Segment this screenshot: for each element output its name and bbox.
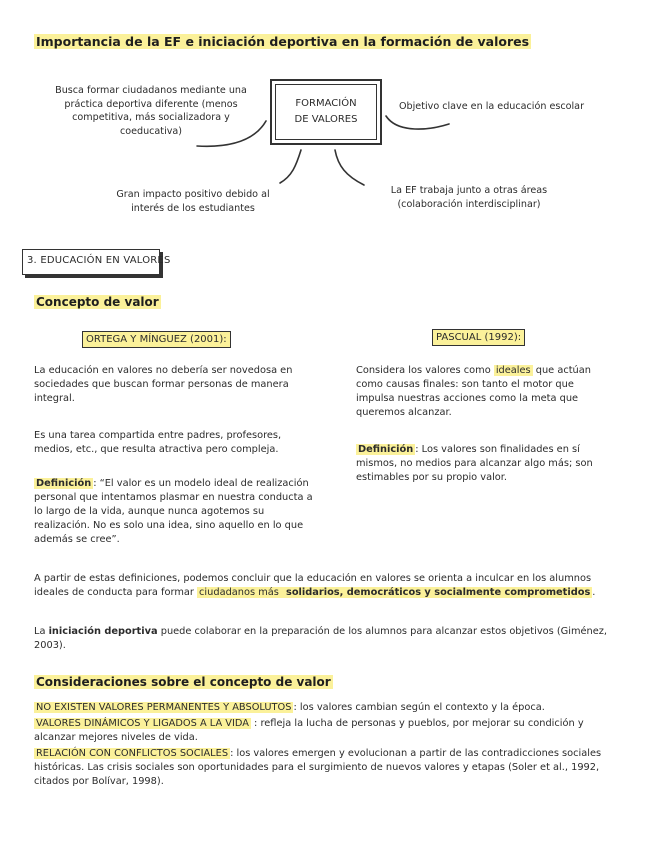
- page-title: Importancia de la EF e iniciación deportiva en la formación de valores: [36, 34, 530, 49]
- connector-top-left: [197, 121, 266, 146]
- consideraciones-list: [34, 701, 624, 789]
- section-3-box: [22, 249, 171, 275]
- section-3-title: 3. EDUCACIÓN EN VALORES: [27, 255, 171, 266]
- connector-bottom-left: [280, 150, 301, 183]
- pascual-definition: Definición : Los valores son finalidades en sí mismos, no medios para alcanzar algo más; son estimables por su propio valor.: [356, 444, 593, 483]
- mindmap-top-right: Objetivo clave en la educación escolar: [399, 101, 585, 112]
- consideracion-item: VALORES DINÁMICOS Y LIGADOS A LA VIDA : refleja la lucha de personas y pueblos, por mejorar su condición y alcanzar mejores niveles de vida.: [34, 718, 584, 743]
- ortega-paragraph-1: La educación en valores no debería ser novedosa en sociedades que buscan formar personas de manera integral.: [34, 365, 293, 404]
- mindmap-bottom-right: La EF trabaja junto a otras áreas (colaboración interdisciplinar): [390, 185, 548, 210]
- consideraciones-heading: Consideraciones sobre el concepto de valor: [36, 675, 331, 689]
- iniciacion-paragraph: La iniciación deportiva puede colaborar en la preparación de los alumnos para alcanzar estos objetivos (Giménez, 2003).: [34, 626, 608, 651]
- consideracion-item: NO EXISTEN VALORES PERMANENTES Y ABSOLUTOS : los valores cambian según el contexto y la época.: [36, 702, 545, 713]
- mindmap-connectors: [0, 0, 656, 260]
- concepto-heading: Concepto de valor: [36, 295, 159, 309]
- conclusion-paragraph: A partir de estas definiciones, podemos concluir que la educación en valores se orienta a inculcar en los alumnos ideales de conducta para formar ciudadanos más solidarios, democráticos y socialmente comprometidos .: [34, 573, 596, 598]
- mindmap-center-label: FORMACIÓN DE VALORES: [294, 98, 358, 125]
- pascual-paragraph-1: Considera los valores como ideales que actúan como causas finales: son tanto el motor que impulsa nuestras acciones como la meta que queremos alcanzar.: [356, 365, 591, 418]
- consideracion-item: RELACIÓN CON CONFLICTOS SOCIALES : los valores emergen y evolucionan a partir de las contradicciones sociales históricas. Las crisis sociales son oportunidades para el surgimiento de nuevos valores y etapas (Soler et al., 1992, citados por Bolívar, 1998).: [34, 748, 602, 787]
- ortega-paragraph-2: Es una tarea compartida entre padres, profesores, medios, etc., que resulta atractiva pero compleja.: [34, 430, 282, 455]
- ortega-author-box: ORTEGA Y MÍNGUEZ (2001):: [82, 331, 231, 348]
- connector-top-right: [386, 116, 449, 129]
- pascual-author-box: PASCUAL (1992):: [432, 329, 525, 346]
- mindmap-top-left: Busca formar ciudadanos mediante una práctica deportiva diferente (menos competitiva, más socializadora y coeducativa): [55, 85, 247, 137]
- connector-bottom-right: [335, 150, 364, 185]
- mindmap-bottom-left: Gran impacto positivo debido al interés de los estudiantes: [116, 189, 270, 214]
- ortega-definition: Definición : “El valor es un modelo ideal de realización personal que intentamos plasmar en nuestra conducta a lo largo de la vida, aunque nunca agotemos su realización. No es solo una idea, sino aquello en lo que además se cree”.: [34, 478, 313, 545]
